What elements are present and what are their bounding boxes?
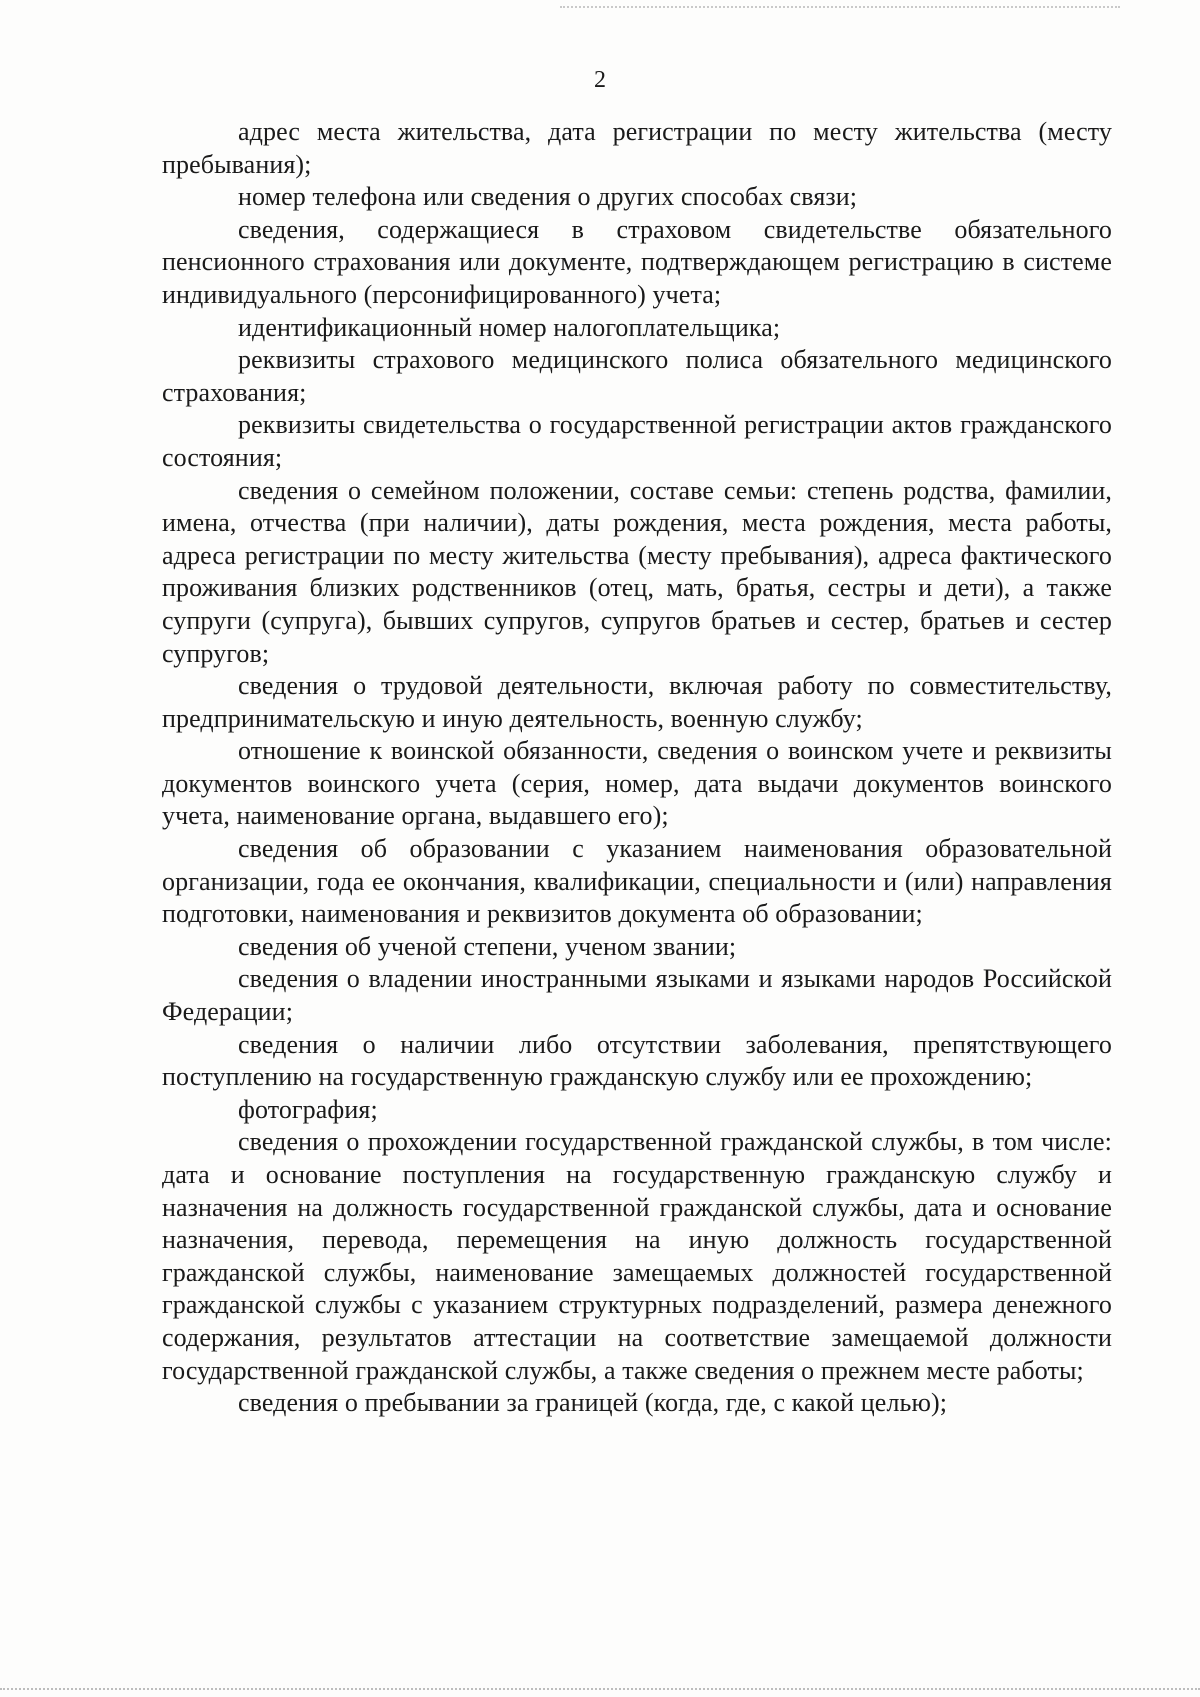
paragraph-family: сведения о семейном положении, составе семьи: степень родства, фамилии, имена, отчества (при наличии), даты рождения, места рождения, места работы, адреса регистрации по месту жительства (месту пребывания), адреса фактического проживания близких родственников (отец, мать, братья, сестры и дети), а также супруги (супруга), бывших супругов, супругов братьев и сестер, братьев и сестер супругов; bbox=[162, 475, 1112, 668]
paragraph-abroad: сведения о пребывании за границей (когда, где, с какой целью); bbox=[238, 1388, 948, 1418]
scan-artifact-top bbox=[560, 6, 1120, 10]
paragraph-photo: фотография; bbox=[238, 1094, 378, 1124]
paragraph-residence-address: адрес места жительства, дата регистрации по месту жительства (месту пребывания); bbox=[162, 117, 1112, 179]
paragraph-education: сведения об образовании с указанием наименования образовательной организации, года ее окончания, квалификации, специальности и (или) направления подготовки, наименования и реквизитов документа об образовании; bbox=[162, 834, 1112, 929]
paragraph-military: отношение к воинской обязанности, сведения о воинском учете и реквизиты документов воинского учета (серия, номер, дата выдачи документов воинского учета, наименование органа, выдавшего его); bbox=[162, 736, 1112, 831]
scan-artifact-bottom bbox=[0, 1688, 1200, 1692]
paragraph-civil-service: сведения о прохождении государственной гражданской службы, в том числе: дата и основание поступления на государственную гражданскую службу и назначения на должность государственной гражданской службы, дата и основание назначения, перевода, перемещения на иную должность государственной гражданской службы, наименование замещаемых должностей государственной гражданской службы с указанием структурных подразделений, размера денежного содержания, результатов аттестации на соответствие замещаемой должности государственной гражданской службы, а также сведения о прежнем месте работы; bbox=[162, 1127, 1112, 1385]
document-body bbox=[162, 116, 1112, 1420]
paragraph-health: сведения о наличии либо отсутствии заболевания, препятствующего поступлению на государственную гражданскую службу или ее прохождению; bbox=[162, 1029, 1112, 1092]
paragraph-pension-insurance: сведения, содержащиеся в страховом свидетельстве обязательного пенсионного страхования или документе, подтверждающем регистрацию в системе индивидуального (персонифицированного) учета; bbox=[162, 214, 1112, 309]
paragraph-academic-degree: сведения об ученой степени, ученом звании; bbox=[238, 931, 737, 961]
paragraph-civil-status: реквизиты свидетельства о государственной регистрации актов гражданского состояния; bbox=[162, 410, 1112, 472]
paragraph-employment: сведения о трудовой деятельности, включая работу по совместительству, предпринимательскую и иную деятельность, военную службу; bbox=[162, 671, 1112, 733]
paragraph-phone: номер телефона или сведения о других способах связи; bbox=[238, 182, 858, 212]
paragraph-languages: сведения о владении иностранными языками и языками народов Российской Федерации; bbox=[162, 964, 1112, 1027]
paragraph-medical-policy: реквизиты страхового медицинского полиса обязательного медицинского страхования; bbox=[162, 345, 1112, 407]
page-number: 2 bbox=[594, 67, 606, 93]
paragraph-tax-id: идентификационный номер налогоплательщика; bbox=[238, 312, 781, 342]
